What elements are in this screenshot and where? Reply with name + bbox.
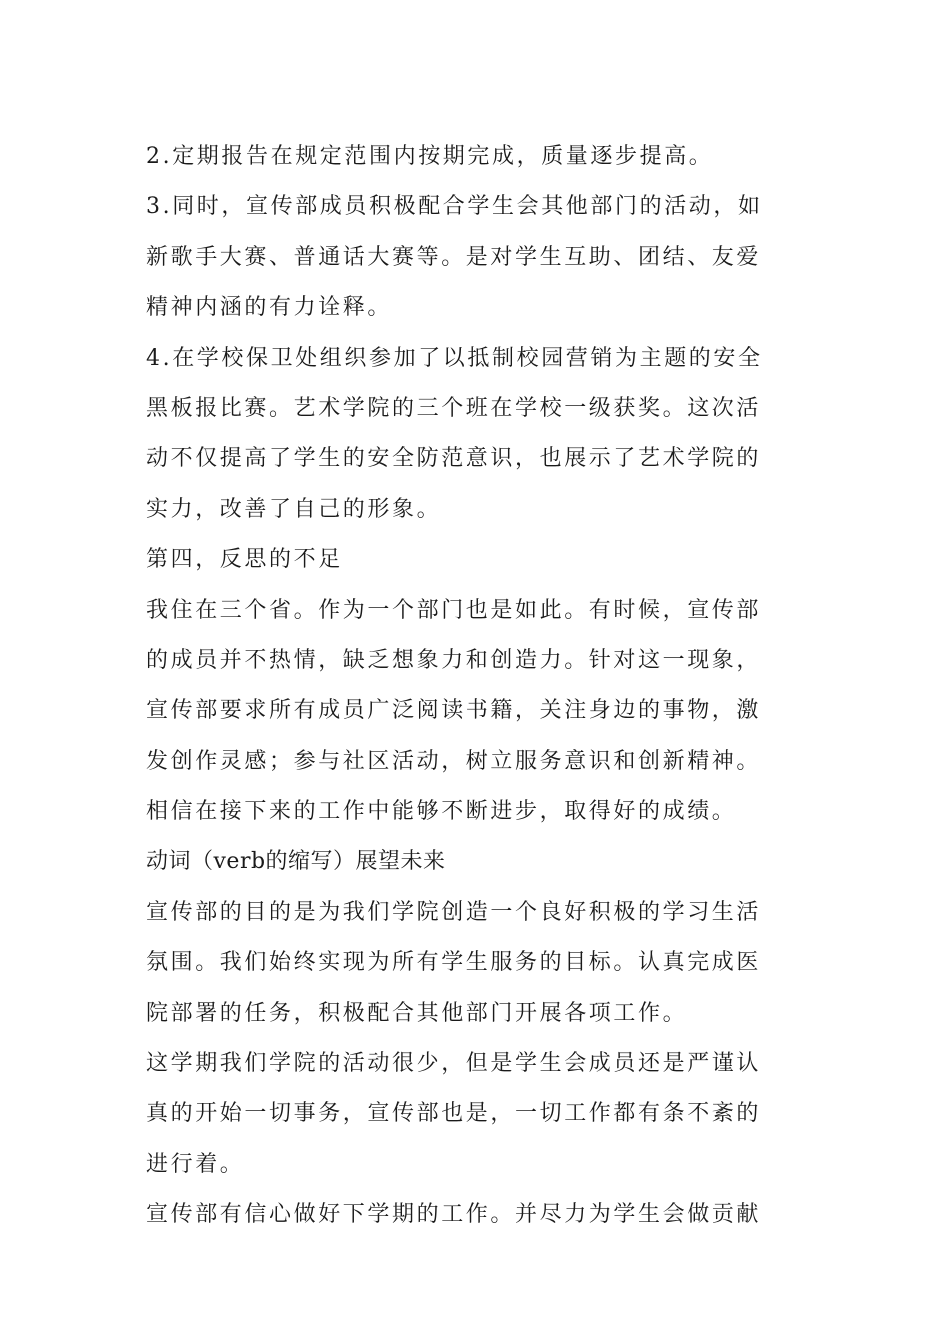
text-line: 新歌手大赛、普通话大赛等。是对学生互助、团结、友爱	[146, 244, 762, 270]
text-line: 院部署的任务，积极配合其他部门开展各项工作。	[146, 1000, 688, 1026]
text-line: 我住在三个省。作为一个部门也是如此。有时候，宣传部	[146, 597, 762, 623]
text-line: 宣传部的目的是为我们学院创造一个良好积极的学习生活	[146, 899, 762, 925]
text-line: 宣传部有信心做好下学期的工作。并尽力为学生会做贡献	[146, 1202, 762, 1228]
text-line: 真的开始一切事务，宣传部也是，一切工作都有条不紊的	[146, 1101, 762, 1127]
section-heading: 第四，反思的不足	[146, 547, 343, 573]
text-line: 精神内涵的有力诠释。	[146, 295, 393, 321]
text-line: 的成员并不热情，缺乏想象力和创造力。针对这一现象，	[146, 647, 762, 673]
text-line: 相信在接下来的工作中能够不断进步，取得好的成绩。	[146, 799, 737, 825]
text-line: 2.定期报告在规定范围内按期完成，质量逐步提高。	[146, 144, 714, 169]
document-body	[146, 132, 806, 1241]
text-line: 进行着。	[146, 1151, 245, 1177]
text-line: 黑板报比赛。艺术学院的三个班在学校一级获奖。这次活	[146, 395, 762, 421]
text-line: 3.同时，宣传部成员积极配合学生会其他部门的活动，如	[146, 194, 763, 220]
text-line: 发创作灵感；参与社区活动，树立服务意识和创新精神。	[146, 748, 762, 774]
text-line: 动不仅提高了学生的安全防范意识，也展示了艺术学院的	[146, 446, 762, 472]
text-line: 4.在学校保卫处组织参加了以抵制校园营销为主题的安全	[146, 345, 763, 371]
section-heading: 动词（verb的缩写）展望未来	[146, 849, 446, 875]
text-line: 实力，改善了自己的形象。	[146, 496, 442, 522]
text-line: 这学期我们学院的活动很少，但是学生会成员还是严谨认	[146, 1051, 762, 1077]
text-line: 宣传部要求所有成员广泛阅读书籍，关注身边的事物，激	[146, 698, 762, 724]
text-line: 氛围。我们始终实现为所有学生服务的目标。认真完成医	[146, 950, 762, 976]
